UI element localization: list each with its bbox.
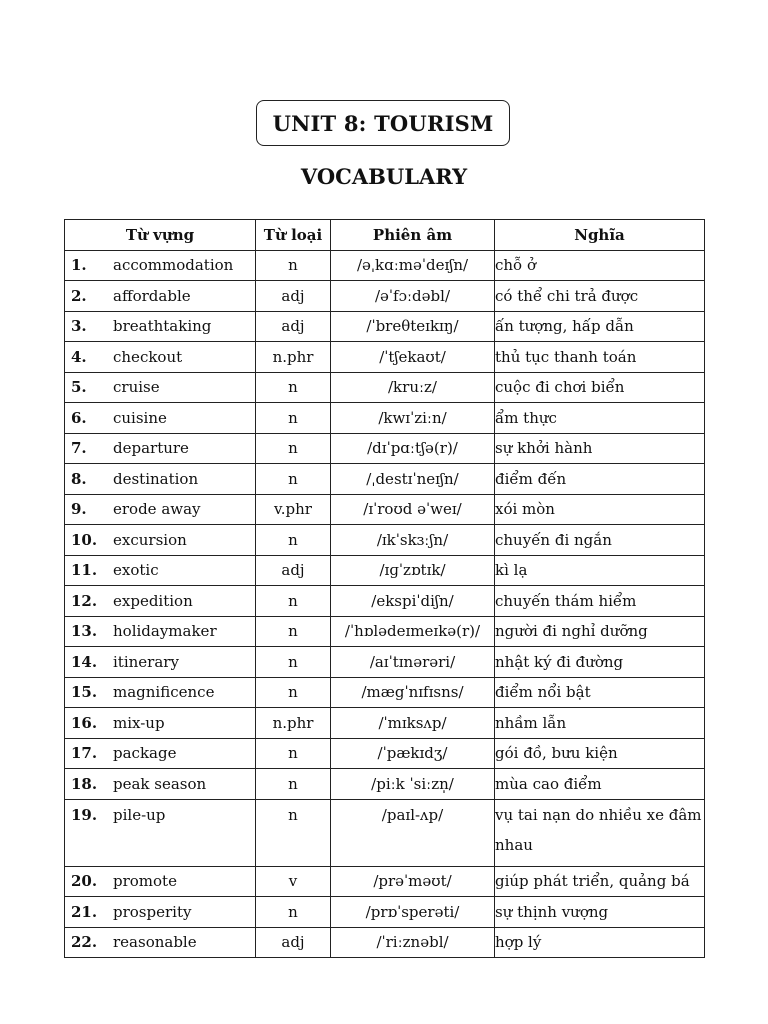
word-cell <box>65 464 256 495</box>
row-number: 10. <box>71 530 98 549</box>
word-type: v.phr <box>256 494 331 525</box>
table-row <box>65 769 705 800</box>
vocab-word: itinerary <box>113 652 179 671</box>
word-cell <box>65 433 256 464</box>
word-cell <box>65 311 256 342</box>
table-row <box>65 403 705 434</box>
row-number: 4. <box>71 347 87 366</box>
table-row <box>65 342 705 373</box>
table-row <box>65 927 705 958</box>
table-header-row <box>65 220 705 251</box>
row-number: 20. <box>71 872 98 891</box>
word-type: n <box>256 586 331 617</box>
word-cell <box>65 403 256 434</box>
word-cell <box>65 616 256 647</box>
phonetic: /kruːz/ <box>331 372 495 403</box>
vocab-word: cruise <box>113 378 160 397</box>
word-type: n <box>256 403 331 434</box>
word-type: n <box>256 250 331 281</box>
phonetic: /ˈmɪksʌp/ <box>331 708 495 739</box>
vocab-word: breathtaking <box>113 317 212 336</box>
meaning: ẩm thực <box>495 403 705 434</box>
word-cell <box>65 494 256 525</box>
row-number: 1. <box>71 256 87 275</box>
word-cell <box>65 677 256 708</box>
phonetic: /ɪkˈskɜːʃn/ <box>331 525 495 556</box>
row-number: 11. <box>71 561 98 580</box>
table-row <box>65 464 705 495</box>
row-number: 12. <box>71 591 98 610</box>
table-row <box>65 372 705 403</box>
table-row <box>65 799 705 866</box>
header-word: Từ vựng <box>65 220 256 251</box>
meaning: chuyến thám hiểm <box>495 586 705 617</box>
word-type: n <box>256 525 331 556</box>
row-number: 3. <box>71 317 87 336</box>
word-type: n <box>256 647 331 678</box>
meaning: có thể chi trả được <box>495 281 705 312</box>
row-number: 7. <box>71 439 87 458</box>
vocab-word: departure <box>113 439 189 458</box>
header-ipa: Phiên âm <box>331 220 495 251</box>
phonetic: /prɒˈsperəti/ <box>331 897 495 928</box>
row-number: 15. <box>71 683 98 702</box>
vocab-word: excursion <box>113 530 187 549</box>
vocab-word: peak season <box>113 774 207 793</box>
row-number: 14. <box>71 652 98 671</box>
phonetic: /aɪˈtɪnərəri/ <box>331 647 495 678</box>
meaning: sự thịnh vượng <box>495 897 705 928</box>
word-cell <box>65 342 256 373</box>
vocab-word: affordable <box>113 286 191 305</box>
word-cell <box>65 799 256 866</box>
word-type: adj <box>256 281 331 312</box>
word-type: n <box>256 897 331 928</box>
word-cell <box>65 927 256 958</box>
table-row <box>65 738 705 769</box>
phonetic: /əˈfɔːdəbl/ <box>331 281 495 312</box>
table-row <box>65 586 705 617</box>
phonetic: /ɪɡˈzɒtɪk/ <box>331 555 495 586</box>
table-row <box>65 866 705 897</box>
meaning: điểm nổi bật <box>495 677 705 708</box>
word-type: n <box>256 738 331 769</box>
phonetic: /ˈriːznəbl/ <box>331 927 495 958</box>
vocabulary-table <box>64 219 705 958</box>
vocab-word: checkout <box>113 347 183 366</box>
word-type: n <box>256 677 331 708</box>
table-row <box>65 555 705 586</box>
row-number: 2. <box>71 286 87 305</box>
meaning: điểm đến <box>495 464 705 495</box>
word-type: v <box>256 866 331 897</box>
phonetic: /ɪˈroʊd əˈweɪ/ <box>331 494 495 525</box>
table-row <box>65 281 705 312</box>
phonetic: /ˈhɒlədeɪmeɪkə(r)/ <box>331 616 495 647</box>
phonetic: /paɪl-ʌp/ <box>331 799 495 866</box>
vocab-word: pile-up <box>113 805 166 824</box>
meaning: nhầm lẫn <box>495 708 705 739</box>
word-cell <box>65 525 256 556</box>
meaning: chuyến đi ngắn <box>495 525 705 556</box>
row-number: 5. <box>71 378 87 397</box>
table-row <box>65 897 705 928</box>
word-cell <box>65 555 256 586</box>
table-row <box>65 250 705 281</box>
phonetic: /piːk ˈsiːzn̩/ <box>331 769 495 800</box>
meaning: sự khởi hành <box>495 433 705 464</box>
phonetic: /əˌkɑːməˈdeɪʃn/ <box>331 250 495 281</box>
row-number: 21. <box>71 902 98 921</box>
phonetic: /ˌdestɪˈneɪʃn/ <box>331 464 495 495</box>
meaning: hợp lý <box>495 927 705 958</box>
meaning: ấn tượng, hấp dẫn <box>495 311 705 342</box>
row-number: 16. <box>71 713 98 732</box>
word-type: n <box>256 464 331 495</box>
vocab-word: promote <box>113 872 177 891</box>
word-type: n <box>256 616 331 647</box>
phonetic: /prəˈməʊt/ <box>331 866 495 897</box>
vocab-word: mix-up <box>113 713 165 732</box>
table-row <box>65 677 705 708</box>
word-cell <box>65 708 256 739</box>
word-type: n <box>256 433 331 464</box>
word-type: adj <box>256 555 331 586</box>
word-cell <box>65 281 256 312</box>
section-title: VOCABULARY <box>300 164 468 189</box>
word-type: n.phr <box>256 708 331 739</box>
meaning: vụ tai nạn do nhiều xe đâm nhau <box>495 799 705 866</box>
meaning: mùa cao điểm <box>495 769 705 800</box>
meaning: thủ tục thanh toán <box>495 342 705 373</box>
table-row <box>65 616 705 647</box>
table-row <box>65 494 705 525</box>
table-row <box>65 708 705 739</box>
row-number: 18. <box>71 774 98 793</box>
vocab-word: erode away <box>113 500 201 519</box>
vocab-word: exotic <box>113 561 159 580</box>
word-type: n.phr <box>256 342 331 373</box>
vocab-word: package <box>113 744 177 763</box>
phonetic: /ˈtʃekaʊt/ <box>331 342 495 373</box>
phonetic: /mægˈnɪfɪsns/ <box>331 677 495 708</box>
word-cell <box>65 647 256 678</box>
word-type: n <box>256 799 331 866</box>
vocab-word: accommodation <box>113 256 234 275</box>
word-cell <box>65 586 256 617</box>
meaning: gói đồ, bưu kiện <box>495 738 705 769</box>
row-number: 6. <box>71 408 87 427</box>
word-type: n <box>256 769 331 800</box>
vocab-word: reasonable <box>113 933 197 952</box>
phonetic: /kwɪˈziːn/ <box>331 403 495 434</box>
word-cell <box>65 897 256 928</box>
vocab-word: magnificence <box>113 683 215 702</box>
meaning: giúp phát triển, quảng bá <box>495 866 705 897</box>
header-type: Từ loại <box>256 220 331 251</box>
meaning: người đi nghỉ dưỡng <box>495 616 705 647</box>
phonetic: /ekspiˈdiʃn/ <box>331 586 495 617</box>
phonetic: /ˈpækɪdʒ/ <box>331 738 495 769</box>
row-number: 22. <box>71 933 98 952</box>
word-cell <box>65 250 256 281</box>
meaning: chỗ ở <box>495 250 705 281</box>
phonetic: /ˈbreθteɪkɪŋ/ <box>331 311 495 342</box>
row-number: 9. <box>71 500 87 519</box>
meaning: cuộc đi chơi biển <box>495 372 705 403</box>
table-body <box>65 250 705 958</box>
vocab-word: holidaymaker <box>113 622 217 641</box>
table-row <box>65 525 705 556</box>
meaning: xói mòn <box>495 494 705 525</box>
word-type: adj <box>256 311 331 342</box>
meaning: kì lạ <box>495 555 705 586</box>
word-type: adj <box>256 927 331 958</box>
word-cell <box>65 769 256 800</box>
phonetic: /dɪˈpɑːtʃə(r)/ <box>331 433 495 464</box>
header-meaning: Nghĩa <box>495 220 705 251</box>
table-row <box>65 311 705 342</box>
word-cell <box>65 738 256 769</box>
meaning: nhật ký đi đường <box>495 647 705 678</box>
vocab-word: expedition <box>113 591 193 610</box>
unit-title: UNIT 8: TOURISM <box>256 100 510 146</box>
row-number: 8. <box>71 469 87 488</box>
row-number: 13. <box>71 622 98 641</box>
table-row <box>65 433 705 464</box>
word-cell <box>65 372 256 403</box>
row-number: 19. <box>71 805 98 824</box>
vocab-word: destination <box>113 469 199 488</box>
vocab-word: prosperity <box>113 902 192 921</box>
table-row <box>65 647 705 678</box>
word-cell <box>65 866 256 897</box>
vocab-word: cuisine <box>113 408 167 427</box>
row-number: 17. <box>71 744 98 763</box>
word-type: n <box>256 372 331 403</box>
